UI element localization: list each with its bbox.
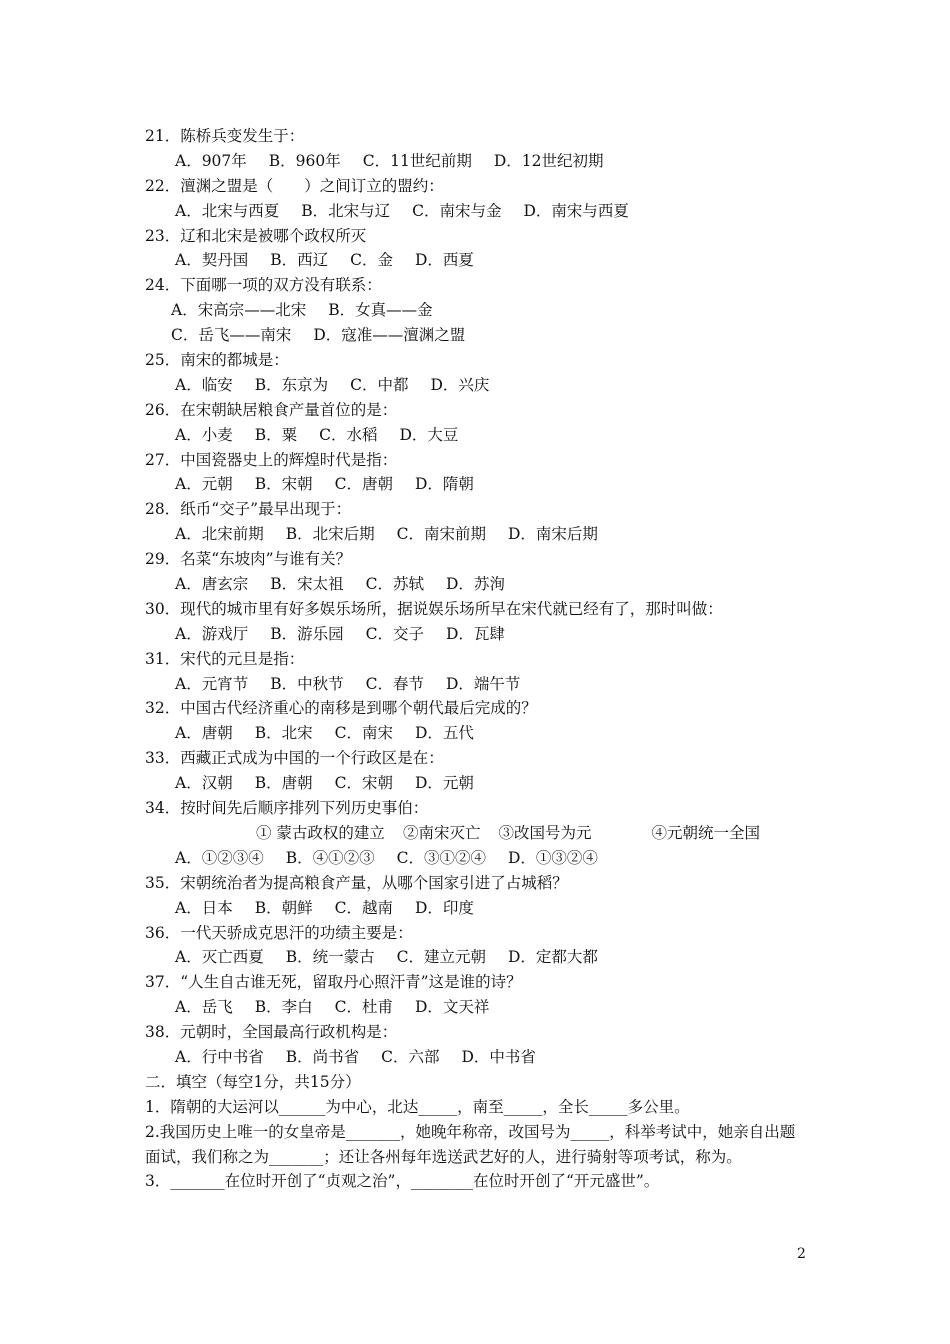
question-stem: 26．在宋朝缺居粮食产量首位的是：: [145, 400, 398, 419]
question-options: [145, 896, 810, 921]
option: A．宋高宗——北宋: [171, 301, 307, 320]
option: C．11世纪前期: [362, 151, 472, 170]
option: D．①③②④: [507, 848, 598, 867]
question-stem: 22．澶渊之盟是（ ）之间订立的盟约：: [145, 176, 444, 195]
option: D．12世纪初期: [493, 151, 604, 170]
option: D．隋朝: [414, 475, 474, 494]
question-options: [145, 1045, 810, 1070]
option: C．南宋: [334, 724, 393, 743]
option: D．大豆: [399, 425, 459, 444]
page-number: 2: [797, 1246, 806, 1262]
option: C．金: [350, 251, 393, 270]
question-stem: 24．下面哪一项的双方没有联系：: [145, 276, 382, 295]
question-options: [145, 199, 810, 224]
option: A．唐朝: [175, 724, 233, 743]
option: D．南宋后期: [507, 525, 598, 544]
option: C．宋朝: [334, 774, 393, 793]
question-options: [145, 572, 810, 597]
question-stem: 35．宋朝统治者为提高粮食产量，从哪个国家引进了占城稻？: [145, 873, 568, 892]
question-stem: 25．南宋的都城是：: [145, 351, 289, 370]
option: A．北宋前期: [175, 525, 264, 544]
option: D．印度: [414, 898, 474, 917]
option: A．日本: [175, 898, 233, 917]
option: D．元朝: [414, 774, 474, 793]
event-item: ③改国号为元: [498, 823, 592, 842]
question-stem: 30．现代的城市里有好多娱乐场所，据说娱乐场所早在宋代就已经有了，那时叫做：: [145, 599, 723, 618]
option: B．宋朝: [254, 475, 313, 494]
option: D．兴庆: [430, 375, 490, 394]
question-stem: 23．辽和北宋是被哪个政权所灭: [145, 226, 367, 245]
option: A．小麦: [175, 425, 233, 444]
option: A．北宋与西夏: [175, 201, 280, 220]
option: B．北宋后期: [285, 525, 375, 544]
question-stem: 34．按时间先后顺序排列下列历史事伯：: [145, 799, 429, 818]
option: A．唐玄宗: [175, 575, 249, 594]
question-options: [145, 472, 810, 497]
question-options: [145, 721, 810, 746]
question-stem: 36．一代天骄成克思汗的功绩主要是：: [145, 923, 413, 942]
option: D．寇准——澶渊之盟: [313, 326, 466, 345]
option: B．尚书省: [285, 1047, 360, 1066]
option: C．交子: [365, 624, 424, 643]
fill-in-item: 1．隋朝的大运河以______为中心，北达_____，南至_____，全长_____多公里。: [145, 1097, 690, 1116]
option: A．行中书省: [175, 1047, 264, 1066]
option: A．元宵节: [175, 674, 249, 693]
option: C．岳飞——南宋: [171, 326, 292, 345]
option: A．元朝: [175, 475, 233, 494]
option: A．临安: [175, 375, 233, 394]
question-options: [145, 846, 810, 871]
option: A．岳飞: [175, 998, 233, 1017]
question-options: [145, 149, 810, 174]
question-stem: 21．陈桥兵变发生于：: [145, 127, 305, 145]
event-list: [145, 821, 810, 846]
question-options: [145, 522, 810, 547]
fill-in-item: 3．_______在位时开创了“贞观之治”，________在位时开创了“开元盛世”。: [145, 1172, 660, 1191]
option: D．南宋与西夏: [523, 201, 629, 220]
option: A．①②③④: [175, 848, 264, 867]
option: B．北宋与辽: [301, 201, 391, 220]
question-options: [145, 298, 810, 323]
option: C．杜甫: [334, 998, 393, 1017]
option: D．文天祥: [414, 998, 490, 1017]
option: C．中都: [350, 375, 409, 394]
option: B．女真——金: [328, 301, 433, 320]
option: B．游乐园: [270, 624, 344, 643]
option: A．契丹国: [175, 251, 249, 270]
option: B．李白: [254, 998, 313, 1017]
option: C．南宋前期: [396, 525, 486, 544]
question-stem: 32．中国古代经济重心的南移是到哪个朝代最后完成的？: [145, 699, 537, 718]
option: A．汉朝: [175, 774, 233, 793]
question-options: [145, 672, 810, 697]
option: C．六部: [381, 1047, 440, 1066]
option: A．灭亡西夏: [175, 948, 264, 967]
option: C．水稻: [319, 425, 378, 444]
fill-in-item: 2.我国历史上唯一的女皇帝是_______，她晚年称帝，改国号为_____，科举考试中，她亲自出题面试，我们称之为_______；还让各州每年选送武艺好的人，进行骑射等项考试，称为。: [145, 1122, 796, 1166]
option: B．粟: [254, 425, 298, 444]
question-stem: 27．中国瓷器史上的辉煌时代是指：: [145, 450, 398, 469]
question-list: [145, 124, 810, 1194]
option: C．越南: [334, 898, 393, 917]
option: C．唐朝: [334, 475, 393, 494]
option: C．苏轼: [365, 575, 424, 594]
option: A．游戏厅: [175, 624, 249, 643]
question-stem: 28．纸币“交子”最早出现于：: [145, 500, 352, 519]
event-item: ① 蒙古政权的建立: [256, 823, 385, 842]
option: B．宋太祖: [270, 575, 344, 594]
option: A．907年: [175, 151, 247, 170]
option: D．五代: [414, 724, 474, 743]
question-stem: 33．西藏正式成为中国的一个行政区是在：: [145, 749, 444, 768]
option: B．朝鲜: [254, 898, 313, 917]
question-stem: 29．名菜“东坡肉”与谁有关？: [145, 550, 352, 569]
question-options: [145, 945, 810, 970]
option: B．中秋节: [270, 674, 344, 693]
option: B．北宋: [254, 724, 313, 743]
question-options: [145, 995, 810, 1020]
section-heading: 二．填空（每空1分，共15分）: [145, 1072, 361, 1091]
option: C．南宋与金: [412, 201, 502, 220]
option: B．④①②③: [285, 848, 375, 867]
option: D．端午节: [445, 674, 521, 693]
question-stem: 38．元朝时，全国最高行政机构是：: [145, 1023, 398, 1042]
question-options: [145, 248, 810, 273]
option: C．春节: [365, 674, 424, 693]
event-item: ②南宋灭亡: [402, 823, 481, 842]
option: B．西辽: [270, 251, 329, 270]
option: B．东京为: [254, 375, 329, 394]
question-options: [145, 373, 810, 398]
option: B．统一蒙古: [285, 948, 375, 967]
option: B．唐朝: [254, 774, 313, 793]
option: D．瓦肆: [445, 624, 505, 643]
option: C．③①②④: [396, 848, 486, 867]
option: D．定都大都: [507, 948, 598, 967]
question-stem: 31．宋代的元旦是指：: [145, 649, 305, 668]
question-stem: 37．“人生自古谁无死，留取丹心照汗青”这是谁的诗？: [145, 973, 522, 992]
option: D．西夏: [414, 251, 474, 270]
event-item: ④元朝统一全国: [651, 823, 760, 842]
question-options: [145, 323, 810, 348]
option: D．苏洵: [445, 575, 505, 594]
question-options: [145, 622, 810, 647]
option: B．960年: [268, 151, 341, 170]
question-options: [145, 423, 810, 448]
option: C．建立元朝: [396, 948, 486, 967]
option: D．中书省: [461, 1047, 536, 1066]
question-options: [145, 771, 810, 796]
